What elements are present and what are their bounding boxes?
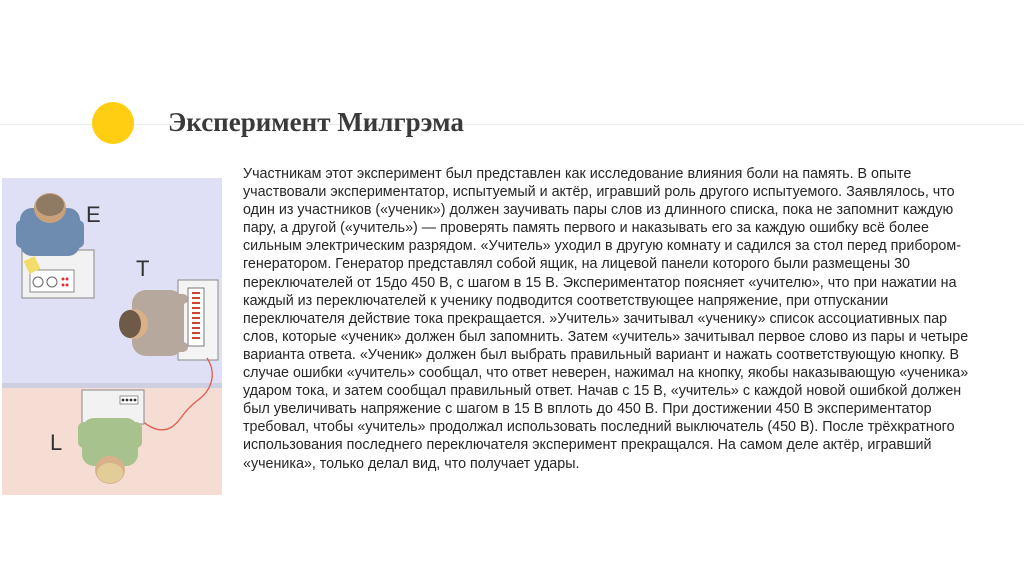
milgram-setup-illustration: [2, 178, 222, 495]
divider-line: [0, 124, 1024, 125]
experimenter-device: [30, 270, 74, 292]
accent-dot: [92, 102, 134, 144]
label-teacher: T: [136, 256, 150, 281]
room-divider-wall: [2, 383, 222, 388]
slide-title: Эксперимент Милгрэма: [168, 107, 464, 137]
label-experimenter: E: [86, 202, 101, 227]
body-paragraph: Участникам этот эксперимент был представлен как исследование влияния боли на память. В опыте участвовали экспериментатор, испытуемый и актёр, игравший роль другого испытуемого. Заявлялось, что один из участников («ученик») должен заучивать пары слов из длинного списка, пока не запомнит каждую пару, а другой («учитель») — проверять память первого и наказывать его за каждую ошибку всё более сильным электрическим разрядом. «Учитель» уходил в другую комнату и садился за стол перед прибором-генератором. Генератор представлял собой ящик, на лицевой панели которого были размещены 30 переключателей от 15до 450 В, с шагом в 15 В. Экспериментатор поясняет «учителю», что при нажатии на каждый из переключателей к ученику подводится соответствующее напряжение, при отпускании переключателя действие тока прекращается. »Учитель» зачитывал «ученику» список ассоциативных пар слов, которые «ученик» должен был запомнить. Затем «учитель» зачитывал первое слово из пары и четыре варианта ответа. «Ученик» должен был выбрать правильный вариант и нажать соответствующую кнопку. В случае ошибки «учитель» сообщал, что ответ неверен, нажимал на кнопку, якобы наказывающую «ученика» ударом тока, и затем сообщал правильный ответ. Начав с 15 В, «учитель» с каждой новой ошибкой должен был увеличивать напряжение с шагом в 15 В вплоть до 450 В. При достижении 450 В экспериментатор требовал, чтобы «учитель» продолжал использовать последний выключатель (450 В). После трёхкратного использования последнего переключателя эксперимент прекращался. На самом деле актёр, игравший «ученика», только делал вид, что получает удары.: [243, 166, 969, 472]
label-learner: L: [50, 430, 63, 455]
